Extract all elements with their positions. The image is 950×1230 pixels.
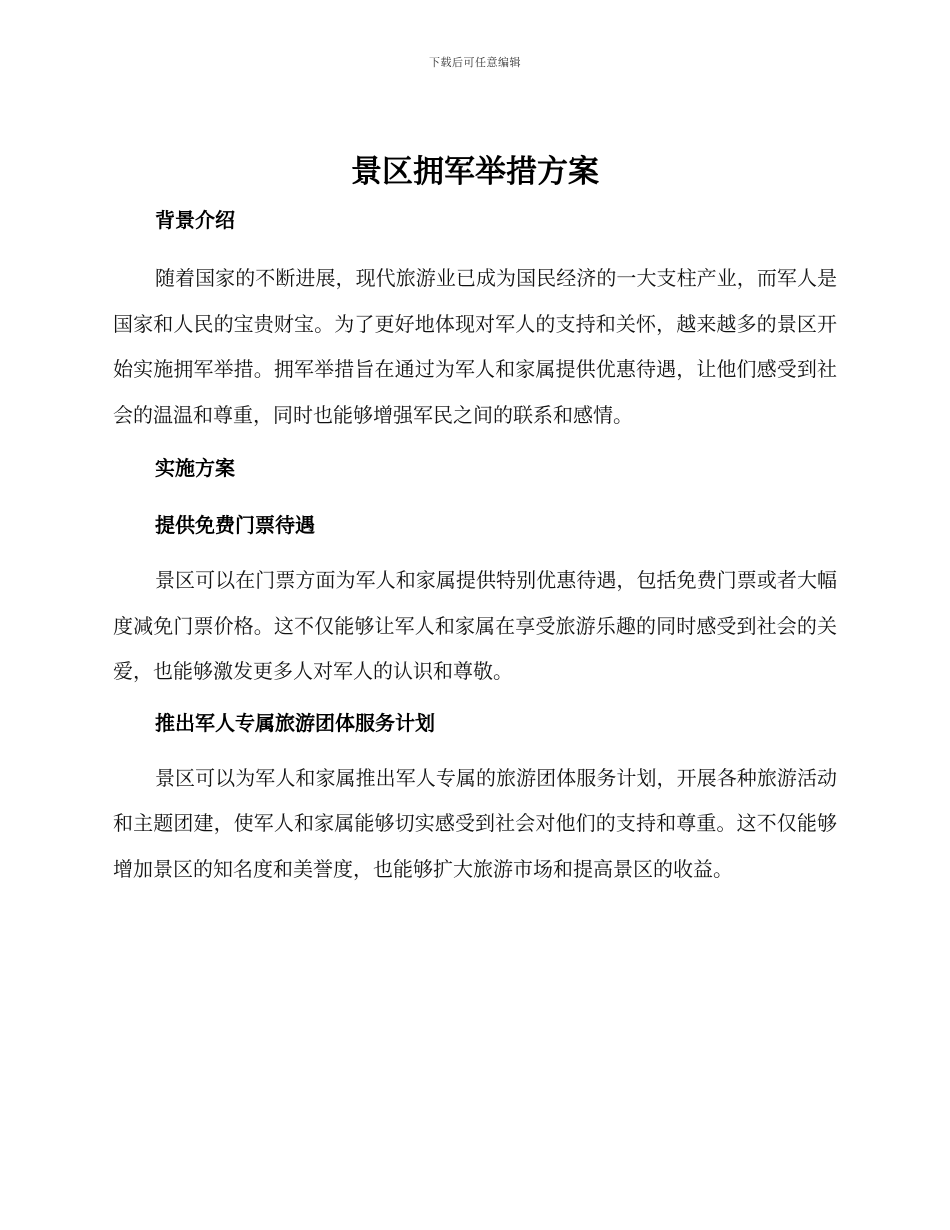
section-heading-background: 背景介绍 xyxy=(155,208,235,232)
document-title: 景区拥军举措方案 xyxy=(351,154,599,190)
section-heading-plan: 实施方案 xyxy=(155,456,235,480)
document-body xyxy=(113,202,837,892)
subsection-paragraph-free-tickets: 景区可以在门票方面为军人和家属提供特别优惠待遇，包括免费门票或者大幅度减免门票价格。这不仅能够让军人和家属在享受旅游乐趣的同时感受到社会的关爱，也能够激发更多人对军人的认识和尊敬。 xyxy=(113,568,837,683)
section-paragraph-background: 随着国家的不断进展，现代旅游业已成为国民经济的一大支柱产业，而军人是国家和人民的宝贵财宝。为了更好地体现对军人的支持和关怀，越来越多的景区开始实施拥军举措。拥军举措旨在通过为军人和家属提供优惠待遇，让他们感受到社会的温温和尊重，同时也能够增强军民之间的联系和感情。 xyxy=(113,266,837,427)
subsection-heading-group-service: 推出军人专属旅游团体服务计划 xyxy=(155,710,435,735)
subsection-heading-free-tickets: 提供免费门票待遇 xyxy=(155,513,315,537)
header-note: 下载后可任意编辑 xyxy=(429,56,521,69)
subsection-paragraph-group-service: 景区可以为军人和家属推出军人专属的旅游团体服务计划，开展各种旅游活动和主题团建，使军人和家属能够切实感受到社会对他们的支持和尊重。这不仅能够增加景区的知名度和美誉度，也能够扩大旅游市场和提高景区的收益。 xyxy=(113,765,837,881)
